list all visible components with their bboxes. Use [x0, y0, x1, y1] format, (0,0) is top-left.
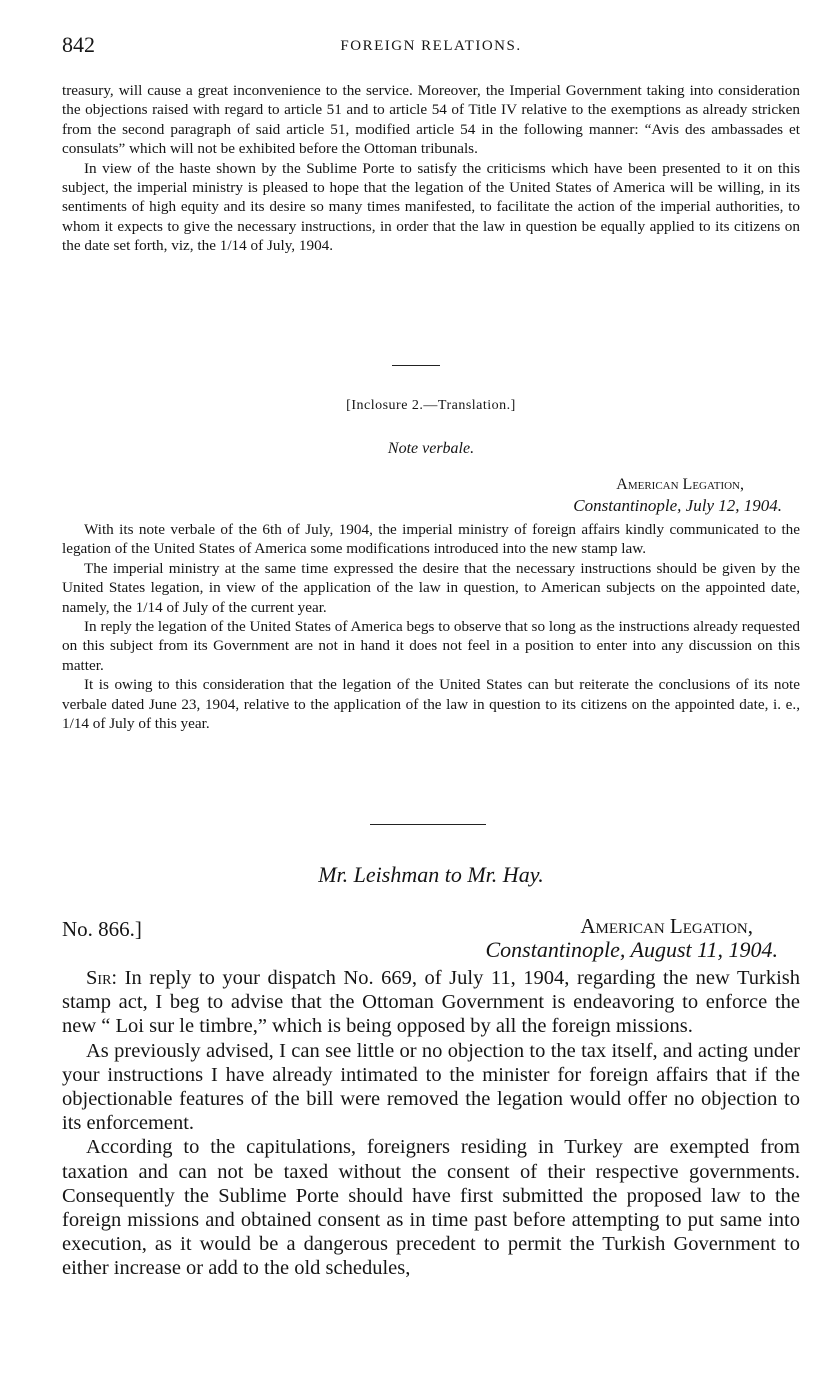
dispatch-title: Mr. Leishman to Mr. Hay. [318, 862, 544, 887]
paragraph: It is owing to this consideration that the legation of the United States can but reiterate the conclusions of its note verbale dated June 23, 1904, relative to the application of the law in question to its citizens on the appointed date, i. e., 1/14 of July of this year. [62, 676, 800, 733]
paragraph: According to the capitulations, foreigners residing in Turkey are exempted from taxation and can not be taxed without the consent of their respective governments. Consequently the Sublime Porte should have first submitted the proposed law to the foreign missions and obtained consent as in time past before attempting to put same into execution, as it would be a dangerous precedent to permit the Turkish Government to either increase or add to the old schedules, [62, 1136, 800, 1280]
paragraph: In view of the haste shown by the Sublime Porte to satisfy the criticisms which have been presented to it on this subject, the imperial ministry is pleased to hope that the legation of the United States of America will be willing, in its sentiments of high equity and its desire so many times manifested, to facilitate the action of the imperial authorities, to whom it expects to give the necessary instructions, in order that the law in question be equally applied to its citizens on the date set forth, viz, the 1/14 of July, 1904. [62, 159, 800, 255]
inclosure-title: Note verbale. [387, 440, 475, 457]
inclosure-date: Constantinople, July 12, 1904. [573, 496, 782, 515]
dispatch-place: American Legation, [580, 914, 753, 938]
dispatch-number: No. 866.] [62, 917, 142, 941]
salutation: Sir [86, 967, 112, 989]
paragraph: The imperial ministry at the same time expressed the desire that the necessary instructions should be given by the United States legation, in view of the application of the law in question, to American subjects on the appointed date, namely, the 1/14 of July of the current year. [62, 559, 800, 616]
inclosure-body [62, 520, 800, 733]
inclosure-place: American Legation, [616, 476, 744, 493]
continuation-text [62, 81, 800, 256]
section-divider [392, 365, 440, 366]
page-header [62, 32, 800, 62]
paragraph: In reply the legation of the United States of America begs to observe that so long as the instructions already requested on this subject from its Government are not in hand it does not feel in a position to enter into any discussion on this matter. [62, 618, 800, 674]
inclosure-caption: [Inclosure 2.—Translation.] [346, 398, 516, 413]
paragraph: Sir: In reply to your dispatch No. 669, of July 11, 1904, regarding the new Turkish stamp act, I beg to advise that the Ottoman Government is endeavoring to enforce the new “ Loi sur le timbre,” which is being opposed by all the foreign missions. [62, 967, 800, 1038]
page-number: 842 [62, 32, 95, 57]
section-divider [370, 824, 486, 825]
paragraph: As previously advised, I can see little or no objection to the tax itself, and acting under your instructions I have already intimated to the minister for foreign affairs that if the objectionable features of the bill were removed the legation would offer no objection to its enforcement. [62, 1039, 800, 1135]
dispatch-date: Constantinople, August 11, 1904. [485, 937, 778, 962]
paragraph: With its note verbale of the 6th of July, 1904, the imperial ministry of foreign affairs kindly communicated to the legation of the United States of America some modifications introduced into the new stamp law. [62, 521, 800, 558]
paragraph: treasury, will cause a great inconvenience to the service. Moreover, the Imperial Government taking into consideration the objections raised with regard to article 51 and to article 54 of Title IV relative to the exemptions as already stricken from the second paragraph of said article 51, modified article 54 in the following manner: “Avis des ambassades et consulats” which will not be exhibited before the Ottoman tribunals. [62, 82, 800, 158]
dispatch-body [62, 966, 800, 1281]
running-title: FOREIGN RELATIONS. [340, 38, 522, 54]
